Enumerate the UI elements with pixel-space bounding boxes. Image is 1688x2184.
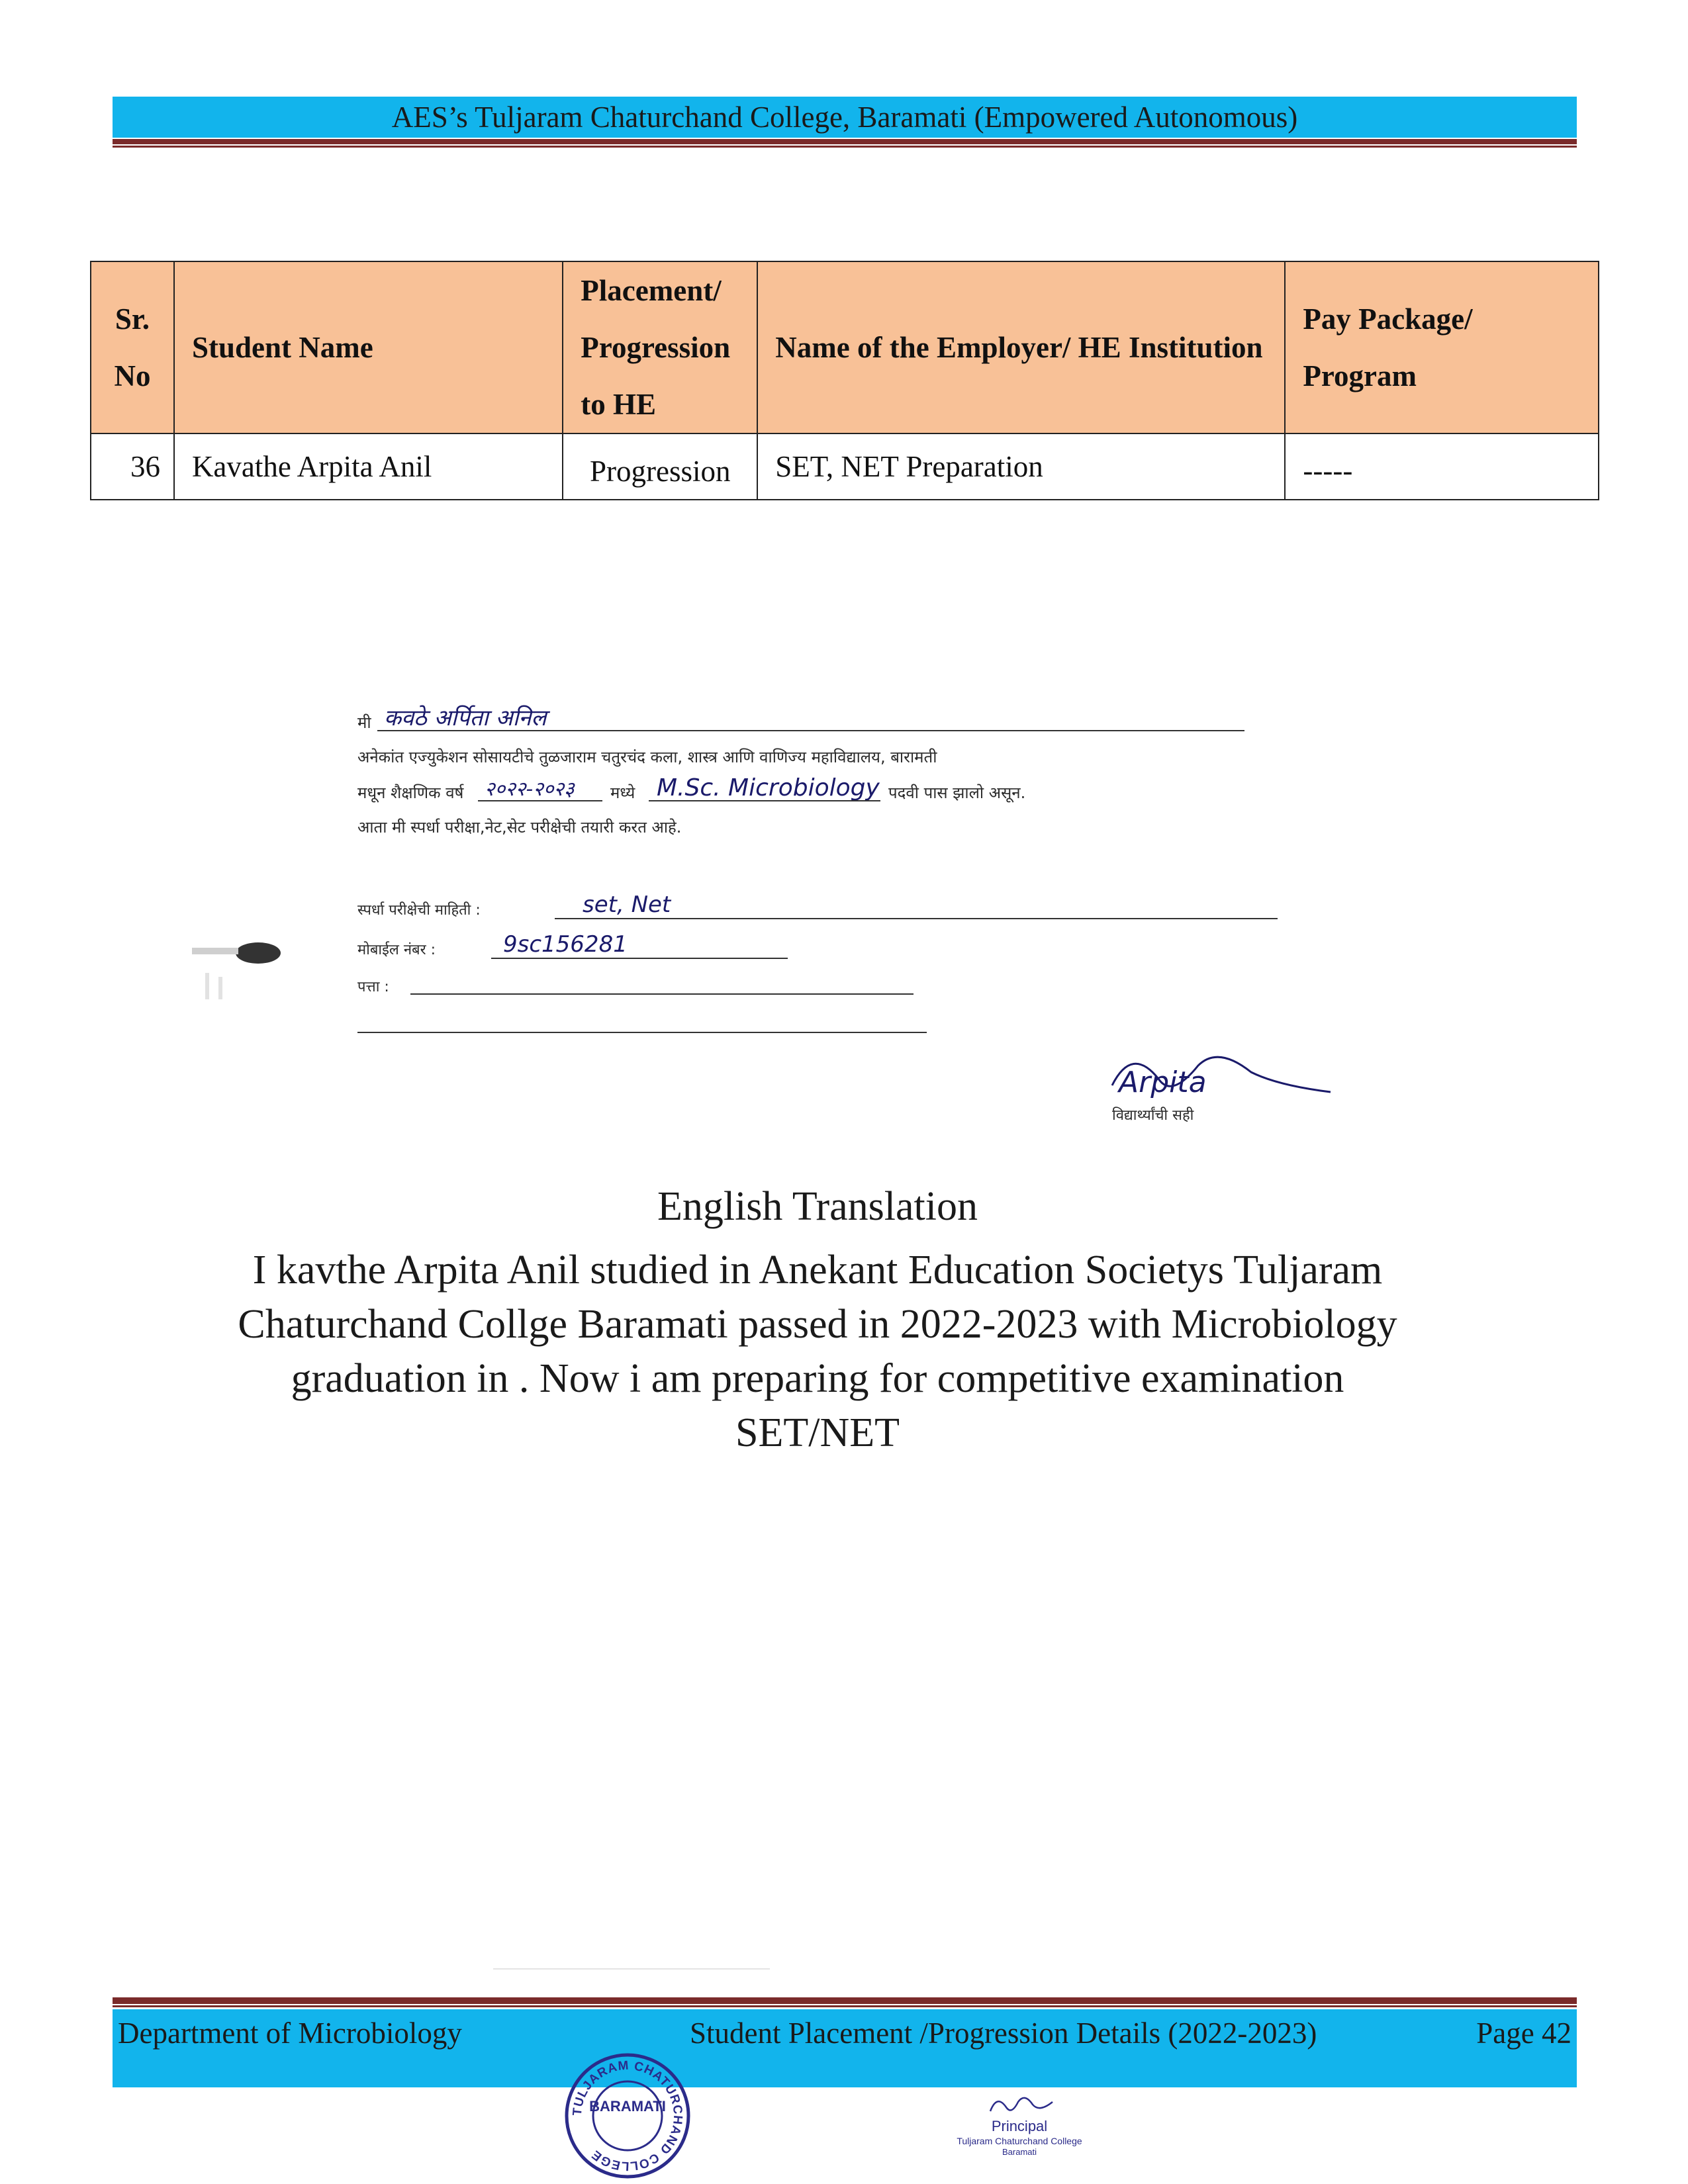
table-header-row bbox=[91, 261, 1599, 433]
header-student-name: Student Name bbox=[174, 261, 563, 433]
header-pay-package: Pay Package/ Program bbox=[1285, 261, 1599, 433]
principal-college: Tuljaram Chaturchand College bbox=[957, 2136, 1082, 2146]
seal-outer-text: TULJARAM CHATURCHAND COLLEGE bbox=[570, 2058, 685, 2173]
scan-address-label: पत्ता : bbox=[357, 979, 389, 995]
cell-student-name: Kavathe Arpita Anil bbox=[174, 433, 563, 500]
translation-line: SET/NET bbox=[735, 1410, 900, 1455]
header-rule-thin bbox=[113, 146, 1577, 148]
scan-mobile-value: 9sc156281 bbox=[503, 931, 628, 958]
seal-center-text: BARAMATI bbox=[589, 2098, 666, 2115]
college-seal bbox=[564, 2048, 691, 2184]
principal-city: Baramati bbox=[1002, 2147, 1037, 2157]
scan-line3-b: मध्ये bbox=[610, 784, 635, 802]
scan-signature-label: विद्यार्थ्यांची सही bbox=[1112, 1107, 1194, 1124]
scan-exam-value: set, Net bbox=[583, 891, 671, 918]
cell-pay-package: ----- bbox=[1285, 433, 1599, 500]
header-sr-no: Sr. No bbox=[91, 261, 174, 433]
principal-block bbox=[933, 2085, 1105, 2158]
scan-exam-label: स्पर्धा परीक्षेची माहिती : bbox=[357, 902, 481, 919]
cell-sr-no: 36 bbox=[91, 433, 174, 500]
cell-employer: SET, NET Preparation bbox=[757, 433, 1285, 500]
binder-clip-mark bbox=[192, 942, 281, 999]
header-rule bbox=[113, 139, 1577, 144]
translation-line: I kavthe Arpita Anil studied in Anekant Education Societys Tuljaram bbox=[252, 1248, 1383, 1293]
translation-title: English Translation bbox=[657, 1184, 978, 1229]
scan-mobile-label: मोबाईल नंबर : bbox=[357, 942, 436, 958]
student-signature: Arpita bbox=[1119, 1066, 1207, 1099]
scan-line4: आता मी स्पर्धा परीक्षा,नेट,सेट परीक्षेची तयारी करत आहे. bbox=[357, 818, 682, 837]
scan-line2: अनेकांत एज्युकेशन सोसायटीचे तुळजाराम चतुरचंद कला, शास्त्र आणि वाणिज्य महाविद्यालय, बारामती bbox=[357, 748, 937, 766]
footer-title: Student Placement /Progression Details (2022-2023) bbox=[690, 2017, 1317, 2050]
scan-line1-prefix: मी bbox=[357, 713, 371, 732]
scan-handwritten-year: २०२२-२०२३ bbox=[485, 778, 575, 801]
page-footer bbox=[113, 2009, 1577, 2087]
footer-page-number: Page 42 bbox=[1476, 2017, 1571, 2050]
footer-department: Department of Microbiology bbox=[118, 2017, 462, 2050]
header-employer: Name of the Employer/ HE Institution bbox=[757, 261, 1285, 433]
header-title: AES’s Tuljaram Chaturchand College, Baramati (Empowered Autonomous) bbox=[391, 101, 1298, 134]
footer-rule bbox=[113, 1997, 1577, 2004]
scan-handwritten-name: कवठे अर्पिता अनिल bbox=[384, 705, 547, 731]
footer-rule-thin bbox=[113, 2005, 1577, 2007]
page-header bbox=[113, 97, 1577, 138]
translation-line: Chaturchand Collge Baramati passed in 2022-2023 with Microbiology bbox=[238, 1302, 1397, 1347]
principal-title: Principal bbox=[991, 2118, 1048, 2134]
english-translation bbox=[132, 1179, 1503, 1460]
scan-line3-c: पदवी पास झालो असून. bbox=[888, 784, 1026, 802]
cell-placement: Progression bbox=[563, 433, 757, 500]
svg-text:TULJARAM CHATURCHAND COLLEGE bbox=[571, 2059, 685, 2173]
table-row bbox=[91, 433, 1599, 500]
scan-line3-a: मधून शैक्षणिक वर्ष bbox=[357, 784, 464, 802]
divider bbox=[493, 1968, 770, 1970]
scanned-declaration bbox=[192, 682, 1390, 1132]
placement-table bbox=[90, 261, 1599, 500]
scan-handwritten-course: M.Sc. Microbiology bbox=[657, 774, 880, 801]
translation-line: graduation in . Now i am preparing for competitive examination bbox=[291, 1356, 1344, 1401]
header-placement: Placement/ Progression to HE bbox=[563, 261, 757, 433]
